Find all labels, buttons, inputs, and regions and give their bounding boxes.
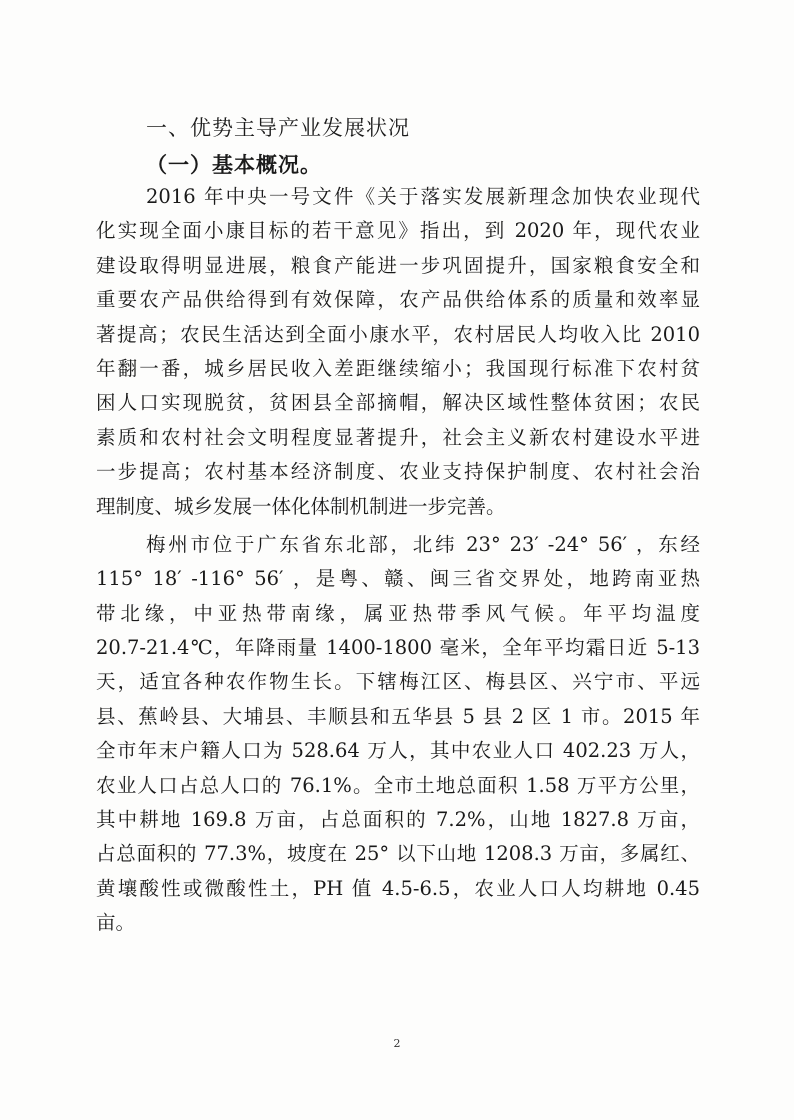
paragraph-line: 其中耕地 169.8 万亩，占总面积的 7.2%，山地 1827.8 万亩， bbox=[96, 808, 700, 832]
paragraph-line: 115° 18′ -116° 56′ ，是粤、赣、闽三省交界处，地跨南亚热 bbox=[96, 567, 700, 591]
paragraph-line: 建设取得明显进展，粮食产能进一步巩固提升，国家粮食安全和 bbox=[96, 253, 700, 277]
paragraph-line: 天，适宜各种农作物生长。下辖梅江区、梅县区、兴宁市、平远 bbox=[96, 670, 700, 694]
paragraph-line: 化实现全面小康目标的若干意见》指出，到 2020 年，现代农业 bbox=[96, 219, 700, 243]
paragraph-line: 一步提高；农村基本经济制度、农业支持保护制度、农村社会治 bbox=[96, 460, 700, 484]
page-number: 2 bbox=[393, 1037, 401, 1050]
paragraph-line: 困人口实现脱贫，贫困县全部摘帽，解决区域性整体贫困；农民 bbox=[96, 391, 700, 415]
paragraph-national-policy bbox=[96, 180, 700, 524]
paragraph-line: 理制度、城乡发展一体化体制机制进一步完善。 bbox=[96, 494, 506, 518]
paragraph-line: 素质和农村社会文明程度显著提升，社会主义新农村建设水平进 bbox=[96, 425, 700, 449]
paragraph-line: 带北缘，中亚热带南缘，属亚热带季风气候。年平均温度 bbox=[96, 601, 700, 625]
paragraph-line: 黄壤酸性或微酸性土，PH 值 4.5-6.5，农业人口人均耕地 0.45 bbox=[96, 876, 700, 900]
paragraph-line: 农业人口占总人口的 76.1%。全市土地总面积 1.58 万平方公里， bbox=[96, 773, 700, 797]
paragraph-line: 20.7-21.4℃，年降雨量 1400-1800 毫米，全年平均霜日近 5-13 bbox=[96, 636, 700, 660]
paragraph-line: 占总面积的 77.3%，坡度在 25° 以下山地 1208.3 万亩，多属红、 bbox=[96, 842, 700, 866]
paragraph-line: 年翻一番，城乡居民收入差距继续缩小；我国现行标准下农村贫 bbox=[96, 356, 700, 380]
paragraph-line: 亩。 bbox=[96, 911, 136, 935]
paragraph-line: 著提高；农民生活达到全面小康水平，农村居民人均收入比 2010 bbox=[96, 322, 700, 346]
paragraph-line: 2016 年中央一号文件《关于落实发展新理念加快农业现代 bbox=[146, 185, 700, 208]
paragraph-line: 梅州市位于广东省东北部，北纬 23° 23′ -24° 56′ ，东经 bbox=[146, 532, 700, 556]
paragraph-line: 县、蕉岭县、大埔县、丰顺县和五华县 5 县 2 区 1 市。2015 年 bbox=[96, 704, 700, 728]
subsection-heading: （一）基本概况。 bbox=[146, 152, 322, 177]
paragraph-line: 重要农产品供给得到有效保障，农产品供给体系的质量和效率显 bbox=[96, 288, 700, 312]
paragraph-line: 全市年末户籍人口为 528.64 万人，其中农业人口 402.23 万人， bbox=[96, 739, 700, 763]
section-heading: 一、优势主导产业发展状况 bbox=[146, 116, 410, 140]
paragraph-meizhou-overview bbox=[96, 528, 700, 941]
body-text bbox=[96, 180, 700, 941]
